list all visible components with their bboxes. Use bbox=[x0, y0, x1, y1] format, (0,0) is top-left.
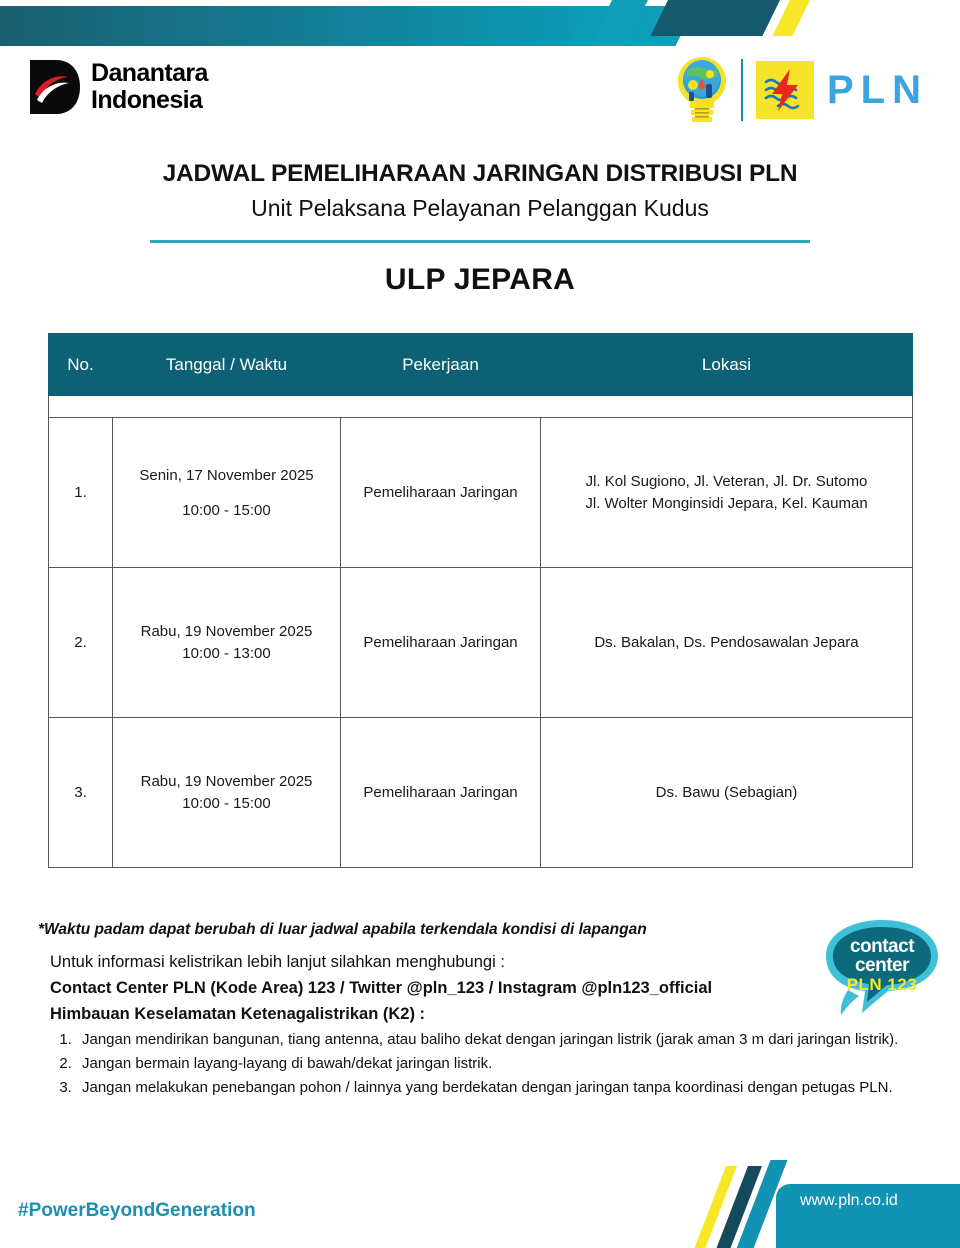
logo-divider bbox=[741, 59, 743, 121]
row-lokasi-line-1: Ds. Bawu (Sebagian) bbox=[655, 783, 798, 801]
footer-hashtag: #PowerBeyondGeneration bbox=[18, 1200, 256, 1221]
row-lokasi-line-1: Jl. Kol Sugiono, Jl. Veteran, Jl. Dr. Sutomo bbox=[585, 472, 868, 490]
row-lokasi bbox=[541, 568, 913, 718]
table-body bbox=[49, 396, 913, 868]
footer bbox=[0, 1160, 960, 1248]
row-tanggal: Rabu, 19 November 2025 bbox=[140, 772, 313, 790]
row-lokasi-line-2: Jl. Wolter Monginsidi Jepara, Kel. Kauman bbox=[585, 494, 868, 512]
info-block bbox=[50, 953, 899, 1100]
table-spacer-row bbox=[49, 396, 913, 418]
row-waktu: 10:00 - 15:00 bbox=[182, 794, 271, 812]
row-date-spacer bbox=[121, 484, 332, 502]
contact-center-badge bbox=[818, 916, 946, 1020]
table-row bbox=[49, 568, 913, 718]
pln-logo-group bbox=[676, 52, 928, 128]
badge-line-2: center bbox=[854, 955, 910, 976]
k2-list-item: 1. Jangan mendirikan bangunan, tiang antenna, atau baliho dekat dengan jaringan listrik (jarak aman 3 m dari jaringan listrik). bbox=[76, 1028, 930, 1051]
schedule-table-wrapper bbox=[48, 333, 912, 868]
contact-channels-text: Contact Center PLN (Kode Area) 123 / Twitter @pln_123 / Instagram @pln123_official bbox=[50, 979, 713, 997]
title-block bbox=[0, 160, 960, 297]
unit-name: ULP JEPARA bbox=[384, 263, 576, 296]
footer-website-url: www.pln.co.id bbox=[800, 1192, 898, 1209]
row-pekerjaan: Pemeliharaan Jaringan bbox=[341, 568, 541, 718]
table-header-row bbox=[49, 334, 913, 396]
danantara-line-1: Danantara bbox=[91, 59, 208, 87]
k2-list-item: 3. Jangan melakukan penebangan pohon / lainnya yang berdekatan dengan jaringan tanpa koordinasi dengan petugas PLN. bbox=[76, 1076, 930, 1099]
row-pekerjaan: Pemeliharaan Jaringan bbox=[341, 418, 541, 568]
k2-heading: Himbauan Keselamatan Ketenagalistrikan (K2) : bbox=[50, 1005, 426, 1023]
column-header-pekerjaan: Pekerjaan bbox=[341, 334, 541, 396]
column-header-no: No. bbox=[49, 334, 113, 396]
pln-lightning-mark-icon bbox=[756, 61, 814, 119]
banner-slash-yellow-icon bbox=[772, 0, 810, 36]
danantara-line-2: Indonesia bbox=[91, 86, 203, 114]
row-waktu: 10:00 - 13:00 bbox=[182, 644, 271, 662]
table-row bbox=[49, 418, 913, 568]
disclaimer-note: *Waktu padam dapat berubah di luar jadwal apabila terkendala kondisi di lapangan bbox=[38, 921, 647, 938]
title-divider bbox=[150, 240, 810, 243]
speech-bubble-icon bbox=[818, 916, 946, 1020]
row-lokasi bbox=[541, 418, 913, 568]
pln-wordmark: PLN bbox=[827, 67, 928, 112]
schedule-table bbox=[48, 333, 913, 868]
column-header-lokasi: Lokasi bbox=[541, 334, 913, 396]
row-tanggal-waktu bbox=[113, 718, 341, 868]
top-banner-decoration bbox=[0, 0, 960, 46]
banner-slash-darkteal-icon bbox=[650, 0, 780, 36]
logo-row bbox=[0, 52, 960, 132]
danantara-d-mark-icon bbox=[28, 58, 82, 116]
table-row bbox=[49, 718, 913, 868]
badge-line-1: contact bbox=[849, 936, 915, 957]
row-number: 1. bbox=[49, 418, 113, 568]
k2-list-item: 2. Jangan bermain layang-layang di bawah/dekat jaringan listrik. bbox=[76, 1052, 930, 1075]
row-waktu: 10:00 - 15:00 bbox=[182, 501, 271, 519]
page-title: JADWAL PEMELIHARAAN JARINGAN DISTRIBUSI PLN bbox=[162, 160, 798, 187]
danantara-wordmark bbox=[91, 60, 208, 114]
badge-line-3: PLN 123 bbox=[846, 975, 918, 994]
row-lokasi-line-1: Ds. Bakalan, Ds. Pendosawalan Jepara bbox=[594, 633, 859, 651]
row-number: 2. bbox=[49, 568, 113, 718]
danantara-logo bbox=[28, 58, 208, 116]
info-intro-text: Untuk informasi kelistrikan lebih lanjut silahkan menghubungi : bbox=[50, 953, 505, 971]
column-header-tanggal: Tanggal / Waktu bbox=[113, 334, 341, 396]
row-tanggal-waktu bbox=[113, 568, 341, 718]
row-tanggal: Rabu, 19 November 2025 bbox=[140, 622, 313, 640]
table-spacer-cell bbox=[49, 396, 913, 418]
table-header bbox=[49, 334, 913, 396]
row-tanggal-waktu bbox=[113, 418, 341, 568]
k2-list bbox=[50, 1028, 930, 1099]
row-tanggal: Senin, 17 November 2025 bbox=[139, 466, 314, 484]
row-pekerjaan: Pemeliharaan Jaringan bbox=[341, 718, 541, 868]
banner-gradient-bar bbox=[0, 6, 590, 46]
row-lokasi bbox=[541, 718, 913, 868]
page-subtitle: Unit Pelaksana Pelayanan Pelanggan Kudus bbox=[251, 195, 709, 221]
lightbulb-illustration-icon bbox=[676, 54, 728, 126]
row-number: 3. bbox=[49, 718, 113, 868]
